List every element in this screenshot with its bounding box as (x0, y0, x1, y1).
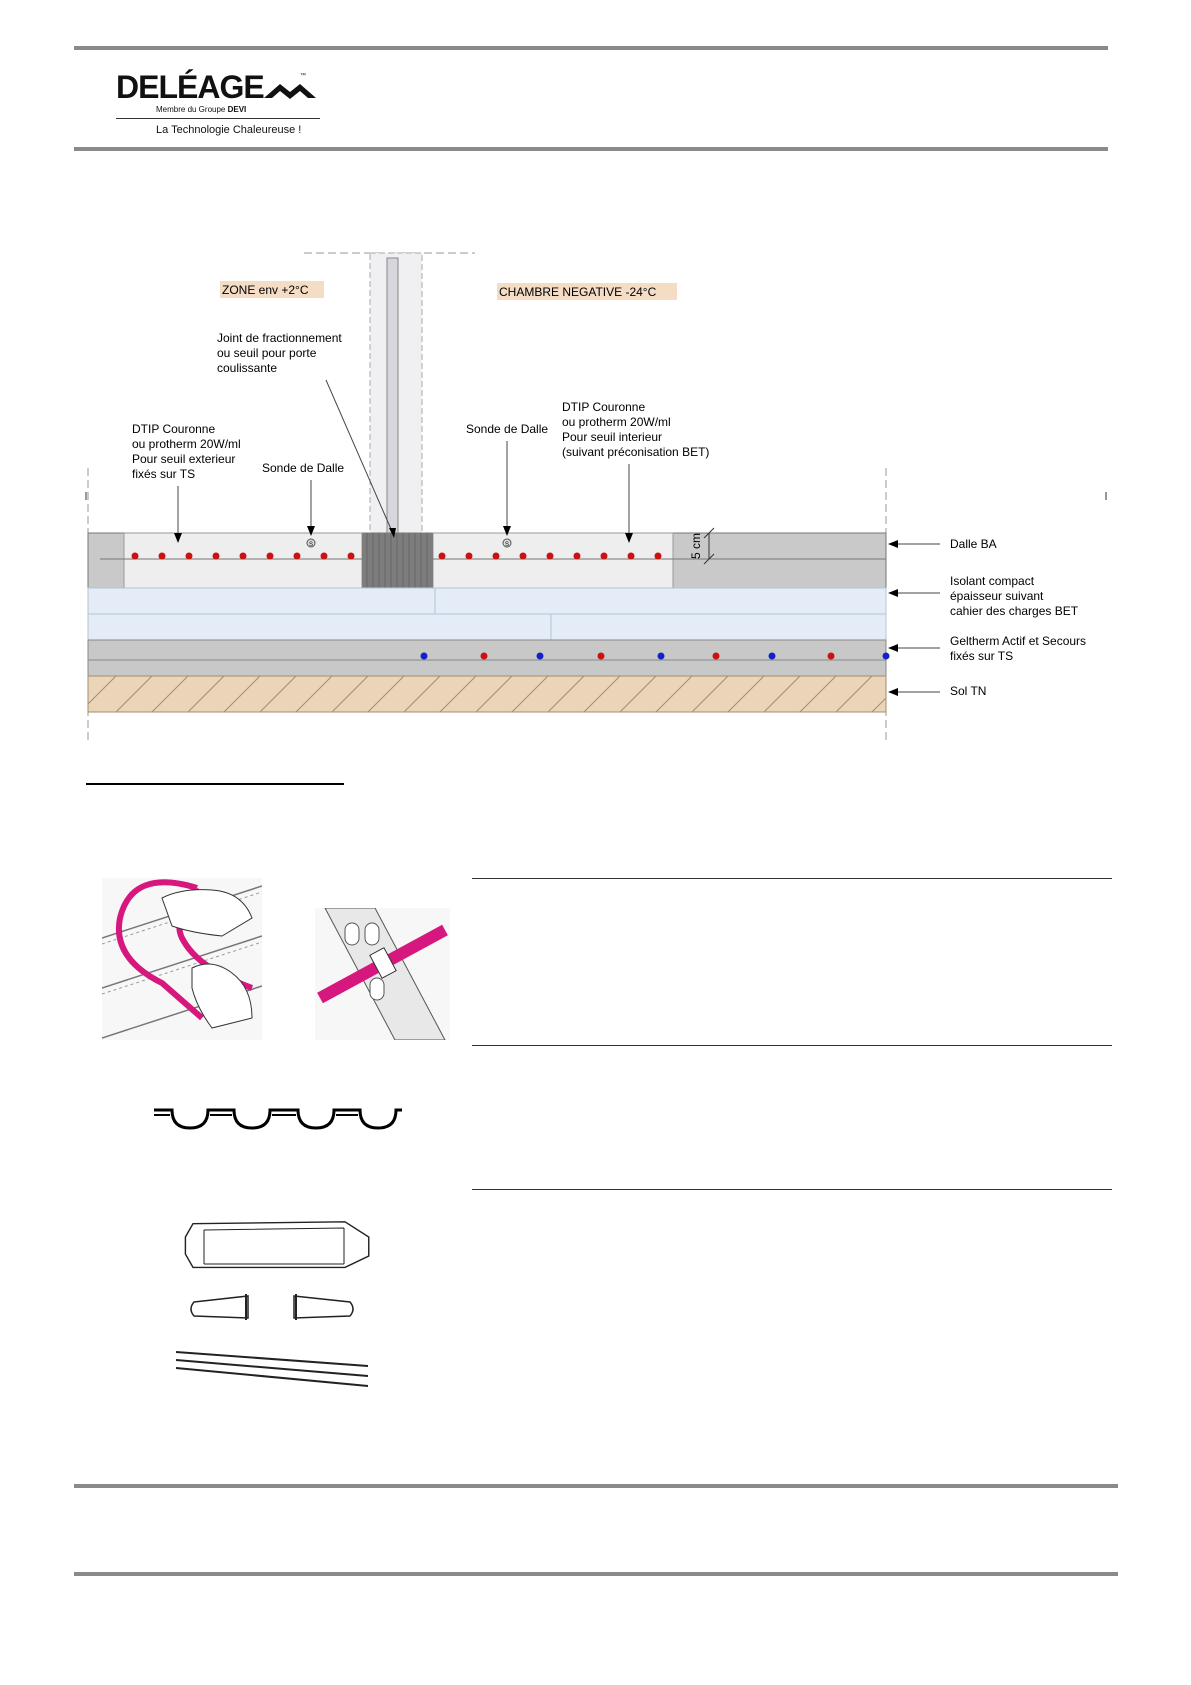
svg-text:Geltherm Actif et Secours: Geltherm Actif et Secours (950, 634, 1087, 648)
left-cable-label (132, 422, 241, 481)
svg-text:Isolant compact: Isolant compact (950, 574, 1035, 588)
footer-bottom-rule (74, 1572, 1118, 1576)
brand-name: DELÉAGE (116, 69, 264, 105)
slab-inner-right (433, 533, 673, 588)
svg-text:ou protherm 20W/ml: ou protherm 20W/ml (562, 415, 671, 429)
footer-top-rule (74, 1484, 1118, 1488)
cable-installation-illustration (102, 878, 262, 1040)
layer-legend (888, 537, 1086, 698)
content-separator-3 (472, 1189, 1112, 1190)
insulation-layer-top (88, 588, 886, 614)
thickness-label: 5 cm (689, 532, 703, 560)
floor-cross-section-diagram (0, 0, 1191, 760)
right-probe-label: Sonde de Dalle (466, 422, 549, 436)
svg-text:épaisseur suivant: épaisseur suivant (950, 589, 1044, 603)
junction-kit-illustration (174, 1218, 374, 1392)
chamber-label: CHAMBRE NEGATIVE -24°C (499, 285, 657, 299)
brand-tagline: La Technologie Chaleureuse ! (156, 124, 302, 136)
svg-text:Pour seuil exterieur: Pour seuil exterieur (132, 452, 236, 466)
svg-text:Pour seuil interieur: Pour seuil interieur (562, 430, 663, 444)
right-cable-label (562, 400, 709, 459)
door-post (387, 258, 398, 533)
brand-membership: Membre du Groupe DEVI (156, 105, 247, 114)
fixing-strip-profile (150, 1098, 406, 1132)
svg-text:ou seuil pour porte: ou seuil pour porte (217, 346, 317, 360)
heating-layer (88, 640, 886, 676)
svg-text:Joint de fractionnement: Joint de fractionnement (217, 331, 342, 345)
svg-text:Sol TN: Sol TN (950, 684, 987, 698)
trademark-mark: ™ (300, 73, 306, 79)
svg-text:cahier des charges BET: cahier des charges BET (950, 604, 1079, 618)
content-separator-1 (472, 878, 1112, 879)
insulation-layer-bottom (88, 614, 886, 640)
svg-text:fixés sur TS: fixés sur TS (132, 467, 196, 481)
content-separator-2 (472, 1045, 1112, 1046)
cable-clip-detail (315, 908, 450, 1040)
right-probe-mark: S (504, 542, 510, 548)
svg-text:fixés sur TS: fixés sur TS (950, 649, 1014, 663)
zone-label: ZONE env +2°C (222, 283, 309, 297)
svg-text:(suivant préconisation BET): (suivant préconisation BET) (562, 445, 710, 459)
section-heading-underline (86, 783, 344, 785)
svg-text:DTIP Couronne: DTIP Couronne (132, 422, 216, 436)
soil-layer (88, 676, 886, 712)
joint-label (217, 331, 342, 375)
svg-text:coulissante: coulissante (217, 361, 278, 375)
svg-text:Dalle BA: Dalle BA (950, 537, 997, 551)
slab-inner-left (124, 533, 362, 588)
svg-text:DTIP Couronne: DTIP Couronne (562, 400, 646, 414)
left-probe-label: Sonde de Dalle (262, 461, 345, 475)
left-probe-mark: S (308, 542, 314, 548)
svg-text:ou protherm 20W/ml: ou protherm 20W/ml (132, 437, 241, 451)
